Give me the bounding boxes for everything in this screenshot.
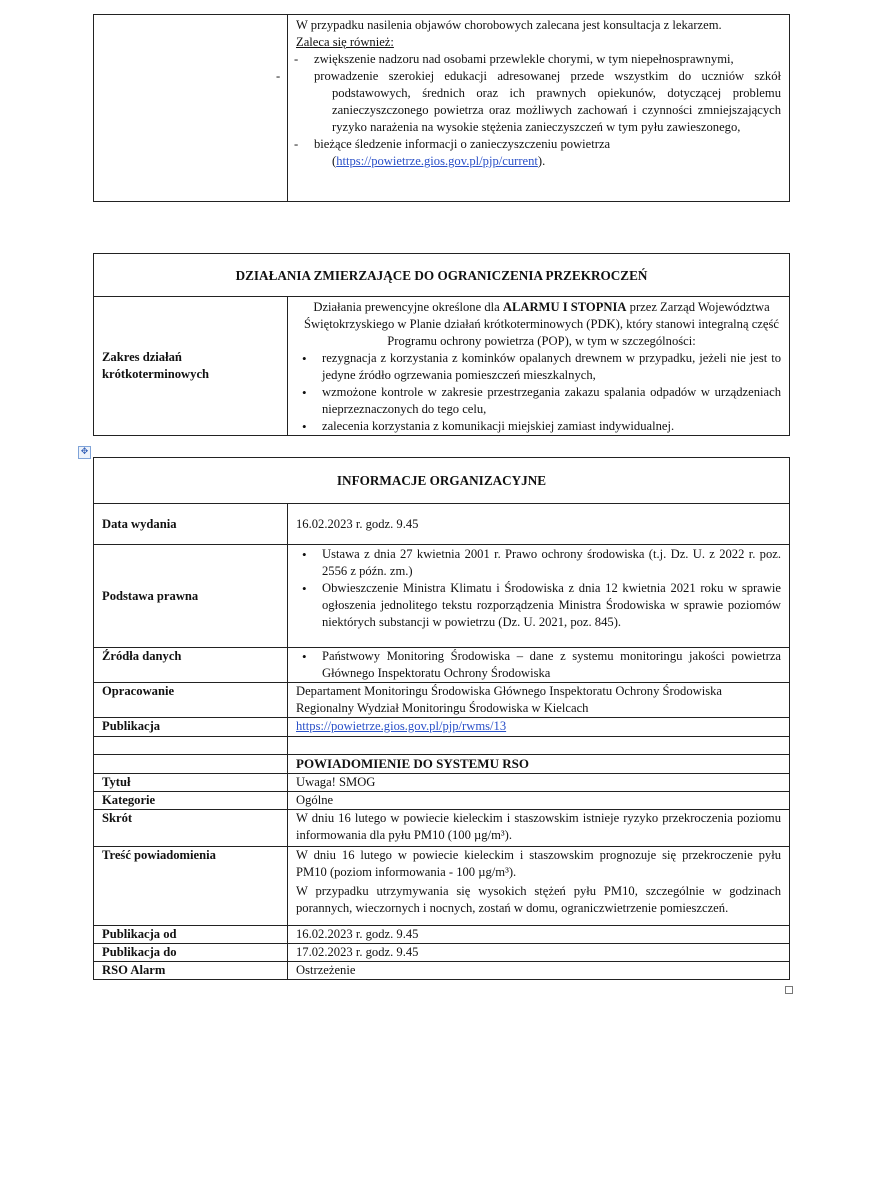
short-term-actions-label-text: Zakres działań krótkoterminowych bbox=[102, 350, 210, 381]
legal-basis-cell bbox=[288, 545, 790, 648]
empty-cell bbox=[288, 737, 790, 755]
data-sources-list bbox=[296, 648, 781, 682]
list-item: • zalecenia korzystania z komunikacji miejskiej zamiast indywidualnej. bbox=[322, 418, 781, 435]
empty-cell bbox=[94, 737, 288, 755]
short-term-actions-cell bbox=[288, 297, 790, 436]
prepared-by-line: Departament Monitoringu Środowiska Głównego Inspektoratu Ochrony Środowiska bbox=[296, 684, 723, 698]
issue-date-value: 16.02.2023 r. godz. 9.45 bbox=[288, 504, 790, 545]
legal-basis-label: Podstawa prawna bbox=[94, 545, 288, 648]
organizational-info-table bbox=[93, 457, 790, 980]
consultation-text: W przypadku nasilenia objawów chorobowych zalecana jest konsultacja z lekarzem. bbox=[296, 18, 722, 32]
publish-to-value: 17.02.2023 r. godz. 9.45 bbox=[288, 944, 790, 962]
rso-header: POWIADOMIENIE DO SYSTEMU RSO bbox=[288, 755, 790, 774]
table-row bbox=[94, 15, 790, 202]
category-label: Kategorie bbox=[94, 792, 288, 810]
table-row bbox=[94, 648, 790, 683]
publish-from-label: Publikacja od bbox=[94, 926, 288, 944]
list-item bbox=[314, 68, 781, 136]
prepared-by-line: Regionalny Wydział Monitoringu Środowiska w Kielcach bbox=[296, 701, 589, 715]
table-row bbox=[94, 962, 790, 980]
list-item: • rezygnacja z korzystania z kominków opalanych drewnem w przypadku, jeżeli nie jest to jedyne źródło ogrzewania pomieszczeń mieszkalnych, bbox=[322, 350, 781, 384]
prepared-by-label: Opracowanie bbox=[94, 683, 288, 718]
publish-to-label: Publikacja do bbox=[94, 944, 288, 962]
list-item: • Obwieszczenie Ministra Klimatu i Środowiska z dnia 12 kwietnia 2021 roku w sprawie ogłoszenia jednolitego tekstu rozporządzenia Ministra Środowiska w sprawie poziomów niektórych substancji w powietrzu (Dz. U. 2021, poz. 845). bbox=[322, 580, 781, 631]
prepared-by-cell bbox=[288, 683, 790, 718]
current-air-quality-link[interactable]: https://powietrze.gios.gov.pl/pjp/current bbox=[336, 154, 538, 168]
rso-alarm-value: Ostrzeżenie bbox=[288, 962, 790, 980]
table-row bbox=[94, 718, 790, 737]
data-sources-label: Źródła danych bbox=[94, 648, 288, 683]
title-value: Uwaga! SMOG bbox=[288, 774, 790, 792]
recommendation-list bbox=[296, 51, 781, 170]
table-row bbox=[94, 297, 790, 436]
summary-label: Skrót bbox=[94, 810, 288, 847]
table-row bbox=[94, 944, 790, 962]
health-recommendations-table bbox=[93, 14, 790, 202]
list-item: • wzmożone kontrole w zakresie przestrzegania zakazu spalania odpadów w urządzeniach nieprzeznaczonych do tego celu, bbox=[322, 384, 781, 418]
table-row bbox=[94, 810, 790, 847]
table-row bbox=[94, 737, 790, 755]
preventive-actions-intro bbox=[296, 299, 781, 350]
actions-list bbox=[296, 350, 781, 435]
issue-date-label: Data wydania bbox=[94, 504, 288, 545]
notification-content-label: Treść powiadomienia bbox=[94, 847, 288, 926]
publication-label: Publikacja bbox=[94, 718, 288, 737]
table-row bbox=[94, 254, 790, 297]
alarm-level: ALARMU I STOPNIA bbox=[502, 300, 627, 314]
table-row bbox=[94, 926, 790, 944]
table-row bbox=[94, 774, 790, 792]
empty-cell bbox=[94, 755, 288, 774]
actions-header: DZIAŁANIA ZMIERZAJĄCE DO OGRANICZENIA PRZEKROCZEŃ bbox=[94, 254, 790, 297]
list-item-text: bieżące śledzenie informacji o zanieczyszczeniu powietrza bbox=[314, 137, 611, 151]
intro-text: Działania prewencyjne określone dla bbox=[313, 300, 503, 314]
rso-alarm-label: RSO Alarm bbox=[94, 962, 288, 980]
exceedance-actions-table bbox=[93, 253, 790, 436]
link-suffix: ). bbox=[537, 154, 546, 168]
resize-square-icon[interactable] bbox=[785, 986, 793, 994]
publish-from-value: 16.02.2023 r. godz. 9.45 bbox=[288, 926, 790, 944]
also-recommended-label: Zaleca się również: bbox=[296, 35, 394, 49]
publication-link[interactable]: https://powietrze.gios.gov.pl/pjp/rwms/13 bbox=[296, 719, 507, 733]
table-row bbox=[94, 755, 790, 774]
recommendations-cell bbox=[288, 15, 790, 202]
summary-value: W dniu 16 lutego w powiecie kieleckim i staszowskim istnieje ryzyko przekroczenia poziomu informowania dla pyłu PM10 (100 µg/m³). bbox=[288, 810, 790, 847]
title-label: Tytuł bbox=[94, 774, 288, 792]
notification-paragraph: W przypadku utrzymywania się wysokich stężeń pyłu PM10, szczególnie w godzinach porannych, wieczornych i nocnych, zostań w domu, ograniczwietrzenie pomieszczeń. bbox=[296, 884, 782, 915]
publication-cell bbox=[288, 718, 790, 737]
list-item: - zwiększenie nadzoru nad osobami przewlekle chorymi, w tym niepełnosprawnymi, bbox=[314, 51, 781, 68]
list-item: • Państwowy Monitoring Środowiska – dane z systemu monitoringu jakości powietrza Głównego Inspektoratu Ochrony Środowiska bbox=[322, 648, 781, 682]
list-item: - bieżące śledzenie informacji o zanieczyszczeniu powietrza (https://powietrze.gios.gov.pl/pjp/current). bbox=[314, 136, 781, 170]
list-item-text: prowadzenie szerokiej edukacji adresowanej przede wszystkim do uczniów szkół podstawowych, średnich oraz ich prawnych opiekunów, dotyczącej problemu zanieczyszczonego powietrza oraz możliwych zachowań i czynności zmniejszających ryzyko narażenia na wysokie stężenia zanieczyszczeń w tym pyłu zawieszonego, bbox=[314, 69, 781, 134]
table-row bbox=[94, 545, 790, 648]
data-sources-cell bbox=[288, 648, 790, 683]
empty-label-cell bbox=[94, 15, 288, 202]
table-row bbox=[94, 683, 790, 718]
org-info-header: INFORMACJE ORGANIZACYJNE bbox=[94, 458, 790, 504]
table-row bbox=[94, 504, 790, 545]
move-arrows-icon[interactable]: ✥ bbox=[78, 446, 91, 459]
legal-basis-list bbox=[296, 546, 781, 631]
table-row bbox=[94, 458, 790, 504]
table-row bbox=[94, 792, 790, 810]
notification-content-cell bbox=[288, 847, 790, 926]
list-item: • Ustawa z dnia 27 kwietnia 2001 r. Prawo ochrony środowiska (t.j. Dz. U. z 2022 r. poz. 2556 z późn. zm.) bbox=[322, 546, 781, 580]
short-term-actions-label bbox=[94, 297, 288, 436]
table-row bbox=[94, 847, 790, 926]
notification-paragraph: W dniu 16 lutego w powiecie kieleckim i staszowskim prognozuje się przekroczenie pyłu PM10 (poziom informowania - 100 µg/m³). bbox=[296, 848, 782, 879]
intro-text-cont: przez Zarząd Województwa Świętokrzyskiego w Planie działań krótkoterminowych (PDK), który stanowi integralną część Programu ochrony powietrza (POP), w tym w szczególności: bbox=[304, 300, 779, 348]
category-value: Ogólne bbox=[288, 792, 790, 810]
